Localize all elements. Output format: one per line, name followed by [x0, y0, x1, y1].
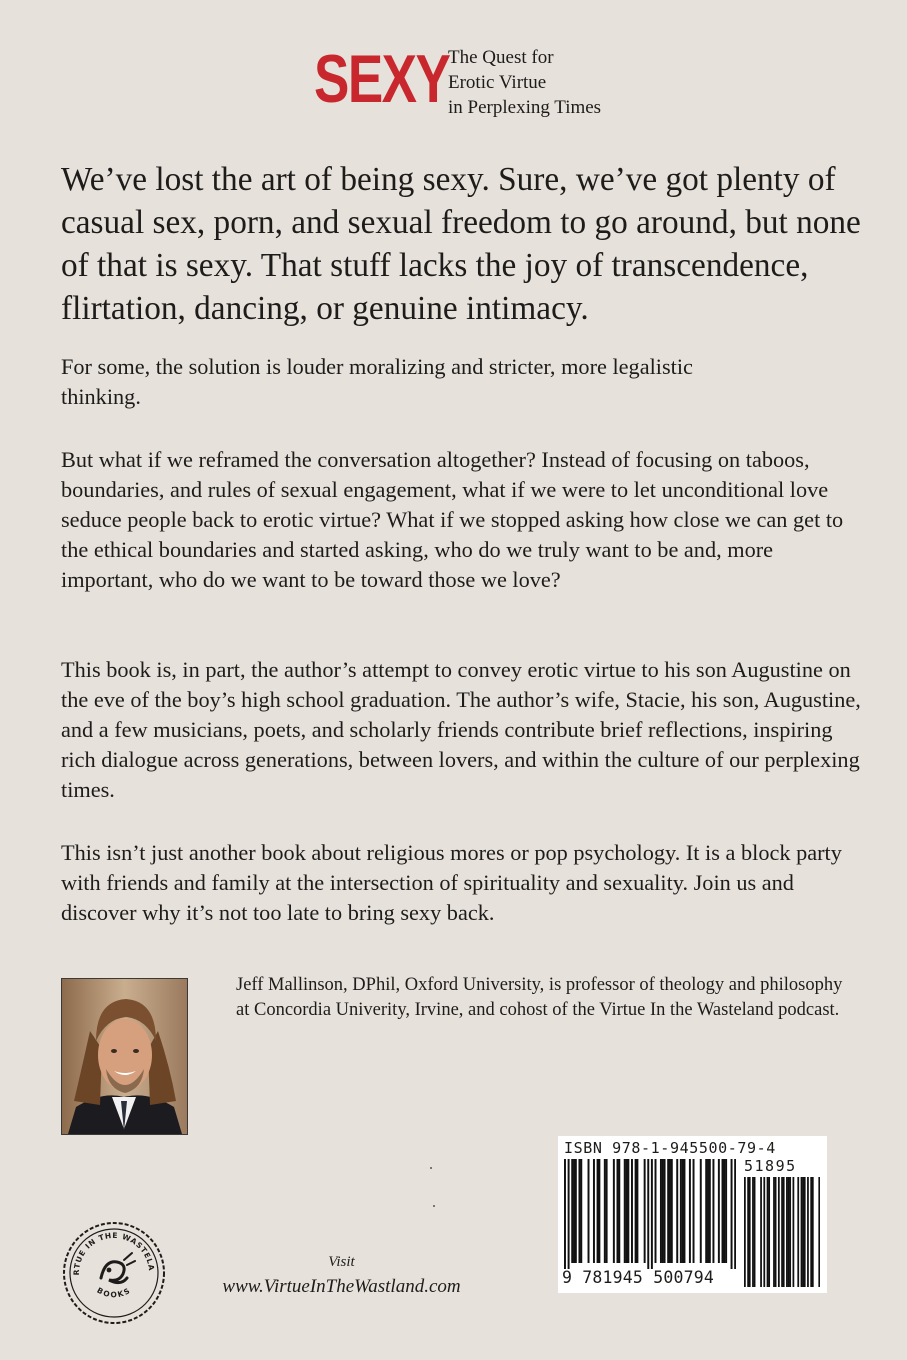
addon-bar [810, 1177, 812, 1287]
barcode-bar [707, 1159, 709, 1263]
barcode-bar [636, 1159, 638, 1263]
barcode-bar [564, 1159, 566, 1269]
barcode-bar [606, 1159, 608, 1263]
lede-paragraph: We’ve lost the art of being sexy. Sure, we’ve got plenty of casual sex, porn, and sexual freedom to go around, but none of that is sexy. That stuff lacks the joy of transcendence, flirtation, dancing, or genuine intimacy. [61, 161, 861, 327]
subtitle-line-1: The Quest for [448, 47, 554, 68]
publisher-website-link[interactable]: www.VirtueInTheWastland.com [222, 1276, 461, 1297]
barcode-bar [662, 1159, 664, 1263]
barcode-bar [723, 1159, 725, 1263]
visit-label: Visit [328, 1254, 355, 1270]
addon-bar [760, 1177, 762, 1287]
barcode-bar [598, 1159, 600, 1263]
book-subtitle [448, 45, 601, 120]
barcode-bar [651, 1159, 653, 1269]
barcode-bar [731, 1159, 733, 1269]
barcode-bar [683, 1159, 685, 1263]
price-addon-bars [744, 1177, 820, 1287]
barcode-bar [647, 1159, 649, 1269]
book-title: SEXY [314, 41, 450, 117]
addon-bar [752, 1177, 754, 1287]
barcode-bar [624, 1159, 626, 1263]
svg-text:VIRTUE IN THE WASTELAND [61, 1220, 156, 1275]
author-bio: Jeff Mallinson, DPhil, Oxford University, is professor of theology and philosophy at Concordia Univerity, Irvine, and cohost of the Virtue In the Wasteland podcast. [236, 975, 843, 1020]
logo-bottom-text: BOOKS [95, 1285, 133, 1300]
addon-bar [754, 1177, 756, 1287]
addon-bar [801, 1177, 803, 1287]
barcode-bar [617, 1159, 619, 1263]
addon-bar [783, 1177, 785, 1287]
barcode-bar [597, 1159, 599, 1263]
barcode-bar [627, 1159, 629, 1263]
addon-bar [778, 1177, 780, 1287]
addon-bar [749, 1177, 751, 1287]
barcode-bar [700, 1159, 702, 1263]
isbn-text: ISBN 978-1-945500-79-4 [564, 1139, 776, 1157]
barcode-bar [593, 1159, 595, 1263]
barcode-bar [693, 1159, 695, 1263]
barcode-bar [676, 1159, 678, 1263]
addon-bar [763, 1177, 765, 1287]
ean-barcode-bars [564, 1159, 736, 1269]
addon-bar [818, 1177, 820, 1287]
barcode-bar [618, 1159, 620, 1263]
isbn-barcode [558, 1136, 827, 1293]
addon-bar [786, 1177, 788, 1287]
subtitle-line-2: Erotic Virtue [448, 72, 547, 93]
barcode-bar [571, 1159, 573, 1263]
barcode-bar [667, 1159, 669, 1263]
barcode-bar [575, 1159, 577, 1263]
barcode-bar [588, 1159, 590, 1263]
addon-bar [802, 1177, 804, 1287]
barcode-bar [709, 1159, 711, 1263]
barcode-bar [718, 1159, 720, 1263]
addon-bar [747, 1177, 749, 1287]
barcode-bar [613, 1159, 615, 1263]
logo-ring-text: RTUE IN THE WASTELA [71, 1230, 157, 1276]
barcode-bar [573, 1159, 575, 1263]
barcode-bar [578, 1159, 580, 1263]
barcode-bar [604, 1159, 606, 1263]
barcode-bar [655, 1159, 657, 1263]
speck [430, 1167, 432, 1169]
addon-bar [781, 1177, 783, 1287]
addon-bar [789, 1177, 791, 1287]
barcode-bar [671, 1159, 673, 1263]
addon-bar [797, 1177, 799, 1287]
addon-bar [773, 1177, 775, 1287]
addon-bar [793, 1177, 795, 1287]
barcode-bar [689, 1159, 691, 1263]
barcode-bar [669, 1159, 671, 1263]
author-photo [61, 978, 188, 1135]
addon-bar [812, 1177, 814, 1287]
barcode-bar [682, 1159, 684, 1263]
title-block [314, 42, 754, 122]
addon-bar [768, 1177, 770, 1287]
addon-bar [775, 1177, 777, 1287]
barcode-bar [580, 1159, 582, 1263]
addon-bar [767, 1177, 769, 1287]
addon-bar [807, 1177, 809, 1287]
blurb-paragraph-4: This isn’t just another book about religious mores or pop psychology. It is a block party with friends and family at the intersection of spirituality and sexuality. Join us and discover why it’s not too late to bring sexy back. [61, 840, 842, 925]
addon-bar [804, 1177, 806, 1287]
barcode-bar [644, 1159, 646, 1263]
blurb-paragraph-3: This book is, in part, the author’s attempt to convey erotic virtue to his son Augustine on the eve of the boy’s high school graduation. The author’s wife, Stacie, his son, Augustine, and a few musicians, poets, and scholarly friends contribute brief reflections, inspiring rich dialogue across generations, between lovers, and within the culture of our perplexing times. [61, 657, 861, 802]
barcode-bar [734, 1159, 736, 1269]
barcode-bar [722, 1159, 724, 1263]
barcode-bar [631, 1159, 633, 1263]
barcode-bar [568, 1159, 570, 1269]
publisher-logo [61, 1220, 167, 1326]
svg-text:BOOKS [95, 1286, 132, 1300]
barcode-bar [705, 1159, 707, 1263]
addon-bar [744, 1177, 746, 1287]
barcode-bar [725, 1159, 727, 1263]
blurb-paragraph-1: For some, the solution is louder moralizing and stricter, more legalistic thinking. [61, 354, 693, 409]
subtitle-line-3: in Perplexing Times [448, 97, 602, 118]
barcode-bar [712, 1159, 714, 1263]
barcode-bar [660, 1159, 662, 1263]
barcode-bar [635, 1159, 637, 1263]
ean-digits: 9 781945 500794 [562, 1268, 715, 1287]
price-code: 51895 [744, 1157, 797, 1175]
barcode-bar [664, 1159, 666, 1263]
blurb-paragraph-2: But what if we reframed the conversation altogether? Instead of focusing on taboos, boundaries, and rules of sexual engagement, what if we were to let unconditional love seduce people back to erotic virtue? What if we stopped asking how close we can get to the ethical boundaries and started asking, who do we truly want to be and, more important, who do we want to be toward those we love? [61, 447, 844, 592]
publisher-visit [209, 1253, 474, 1303]
barcode-bar [626, 1159, 628, 1263]
barcode-bar [680, 1159, 682, 1263]
speck [433, 1205, 435, 1207]
addon-bar [788, 1177, 790, 1287]
